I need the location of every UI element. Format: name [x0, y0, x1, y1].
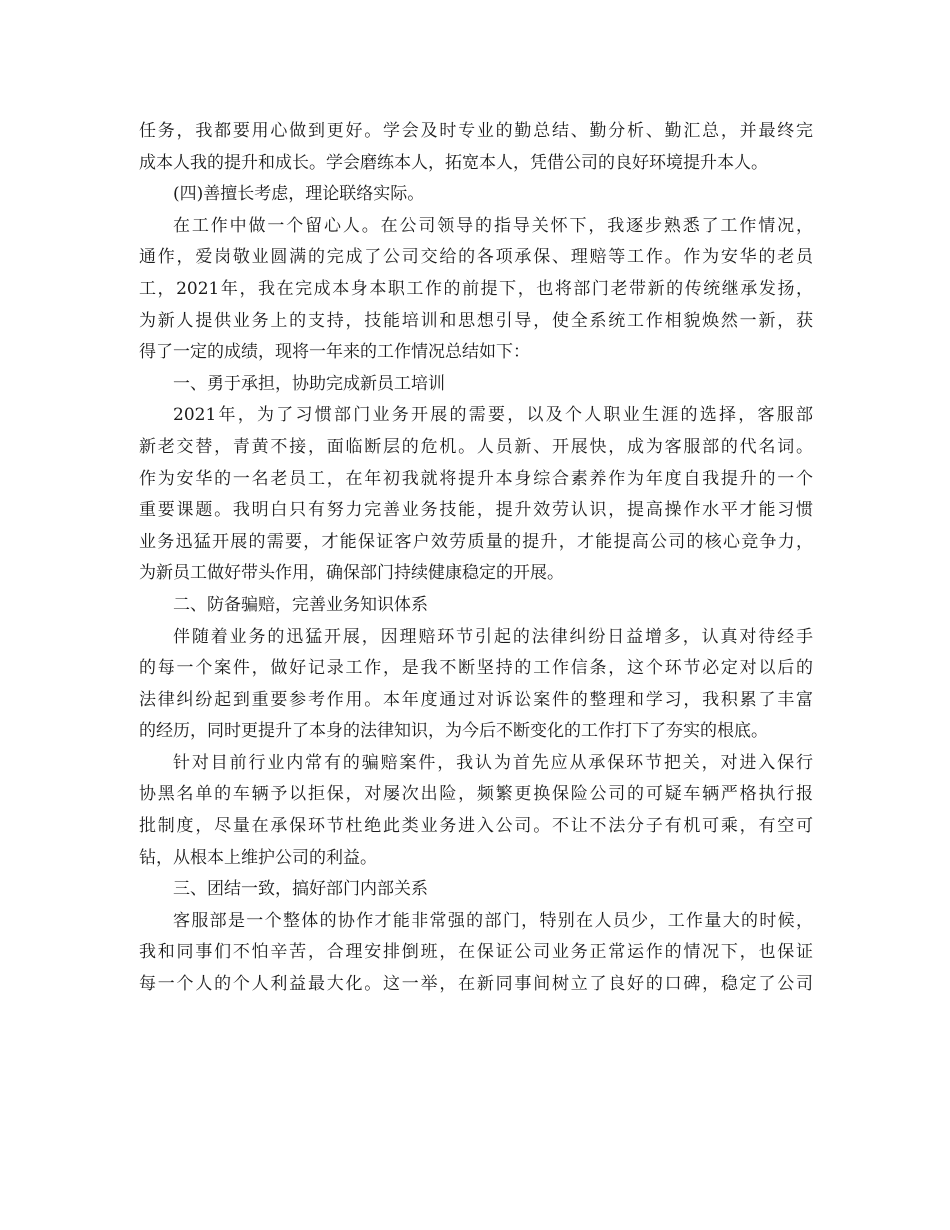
section-heading: (四)善擅长考虑，理论联络实际。 — [173, 184, 425, 205]
section-heading: 二、防备骗赔，完善业务知识体系 — [173, 594, 428, 615]
text-line: 业务迅猛开展的需要，才能保证客户效劳质量的提升，才能提高公司的核心竞争力， — [139, 531, 813, 552]
text-line: 得了一定的成绩，现将一年来的工作情况总结如下： — [139, 342, 530, 363]
document-body — [139, 116, 813, 1001]
text-line: 通作，爱岗敬业圆满的完成了公司交给的各项承保、理赔等工作。作为安华的老员 — [139, 247, 813, 268]
text-line: 的每一个案件，做好记录工作，是我不断坚持的工作信条，这个环节必定对以后的 — [139, 658, 813, 679]
text-line: 批制度，尽量在承保环节杜绝此类业务进入公司。不让不法分子有机可乘，有空可 — [139, 816, 813, 837]
text-line: 作为安华的一名老员工，在年初我就将提升本身综合素养作为年度自我提升的一个 — [139, 468, 813, 489]
text-line: 工，2021年，我在完成本身本职工作的前提下，也将部门老带新的传统继承发扬， — [139, 278, 813, 299]
section-heading: 一、勇于承担，协助完成新员工培训 — [173, 373, 445, 394]
text-line: 针对目前行业内常有的骗赔案件，我认为首先应从承保环节把关，对进入保行 — [173, 752, 813, 773]
text-line: 每一个人的个人利益最大化。这一举，在新同事间树立了良好的口碑，稳定了公司 — [139, 974, 813, 995]
text-line: 2021年，为了习惯部门业务开展的需要，以及个人职业生涯的选择，客服部 — [173, 405, 813, 426]
text-line: 为新人提供业务上的支持，技能培训和思想引导，使全系统工作相貌焕然一新，获 — [139, 310, 813, 331]
section-heading: 三、团结一致，搞好部门内部关系 — [173, 879, 428, 900]
text-line: 重要课题。我明白只有努力完善业务技能，提升效劳认识，提高操作水平才能习惯 — [139, 500, 813, 521]
text-line: 任务，我都要用心做到更好。学会及时专业的勤总结、勤分析、勤汇总，并最终完 — [139, 121, 813, 141]
text-line: 协黑名单的车辆予以拒保，对屡次出险，频繁更换保险公司的可疑车辆严格执行报 — [139, 784, 813, 805]
text-line: 的经历，同时更提升了本身的法律知识，为今后不断变化的工作打下了夯实的根底。 — [139, 721, 768, 742]
text-line: 新老交替，青黄不接，面临断层的危机。人员新、开展快，成为客服部的代名词。 — [139, 436, 813, 457]
text-line: 钻，从根本上维护公司的利益。 — [139, 847, 377, 868]
text-line: 成本人我的提升和成长。学会磨练本人，拓宽本人，凭借公司的良好环境提升本人。 — [139, 152, 768, 173]
text-line: 客服部是一个整体的协作才能非常强的部门，特别在人员少，工作量大的时候， — [173, 910, 813, 931]
text-line: 为新员工做好带头作用，确保部门持续健康稳定的开展。 — [139, 563, 564, 584]
text-line: 在工作中做一个留心人。在公司领导的指导关怀下，我逐步熟悉了工作情况， — [173, 215, 813, 236]
text-line: 伴随着业务的迅猛开展，因理赔环节引起的法律纠纷日益增多，认真对待经手 — [173, 626, 813, 647]
text-line: 法律纠纷起到重要参考作用。本年度通过对诉讼案件的整理和学习，我积累了丰富 — [139, 689, 813, 710]
text-line: 我和同事们不怕辛苦，合理安排倒班，在保证公司业务正常运作的情况下，也保证 — [139, 942, 813, 963]
